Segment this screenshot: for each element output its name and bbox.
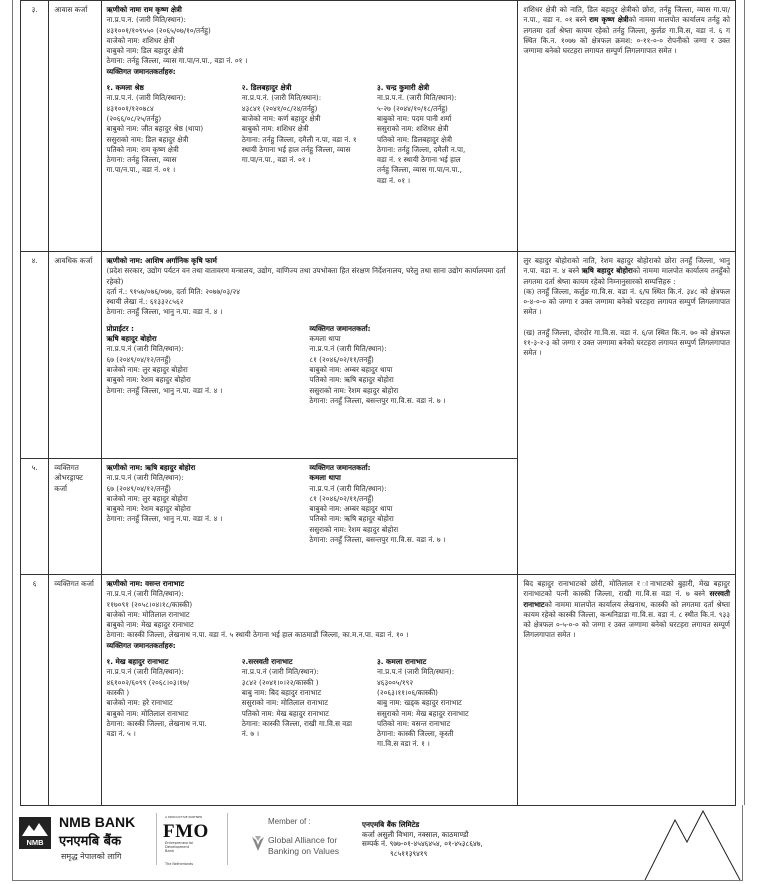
- guarantor-name: कमला थापा: [309, 473, 341, 483]
- divider: [156, 813, 157, 865]
- borrower-line: (प्रदेश सरकार, उद्योग पर्यटन वन तथा वातावरण मन्त्रालय, उद्योग, वाणिज्य तथा उपभोक्ता हित संरक्षण निर्देशनालय, घरेलु तथा साना उद्योग कार्यालयमा दर्ता रहेको): [106, 266, 506, 286]
- gabv-name: [268, 835, 339, 856]
- nmb-logo-icon: [19, 817, 51, 849]
- guarantor-name: २. डिलबहादुर क्षेत्री: [241, 83, 292, 93]
- proprietor-line: ६७ (२०४९/०४/१२/तनहुँ): [106, 354, 171, 364]
- guarantor-heading: व्यक्तिगत जमानतकर्ता:: [309, 323, 371, 333]
- proprietor-name: ऋषि बहादुर बोहोरा: [106, 334, 157, 344]
- contact-line: सम्पर्क नं. ९७७-०१-४५४६४५४, ०१-४५३८६४७,: [362, 839, 483, 848]
- guarantor-line: ससुराको नाम: शशिधर क्षेत्री: [377, 124, 449, 134]
- guarantor-line: ससुराको नाम: मोतिलाल रानाभाट: [241, 698, 329, 708]
- guarantor-line: ना.प्र.प.नं (जारी मिति/स्थान):: [309, 344, 387, 354]
- borrower-name: ऋणीको नामः राम कृष्ण क्षेत्री: [106, 5, 182, 14]
- borrower-line: ठेगाना: कास्की जिल्ला, लेखनाथ न.पा. वडा नं. ५ स्थायी ठेगाना भई हाल काठमाडौं जिल्ला, का.म.न.पा. वडा नं. १० ।: [106, 630, 409, 640]
- guarantor-line: ना.प्र.प.नं (जारी मिति/स्थान):: [106, 667, 184, 677]
- divider: [227, 813, 228, 865]
- loan-type: आवास कर्जा: [49, 1, 101, 252]
- proprietor-line: ना.प्र.प.नं (जारी मिति/स्थान):: [106, 344, 184, 354]
- guarantor-line: ससुराको नाम: डिल बहादुर क्षेत्री: [106, 134, 189, 144]
- guarantor-card: [107, 657, 242, 750]
- bank-name-np: एनएमबि बैंक: [59, 834, 122, 849]
- guarantor-line: ४६१००२/६०९९ (२०६८।०३।१७/: [106, 677, 190, 687]
- guarantor-card: [309, 324, 512, 406]
- description-text: शशिधर क्षेत्री को नाति, डिल बहादुर क्षेत्रीको छोरा, तर्नहु जिल्ला, व्यास गा.पा/न.पा., वडा न. ०१ बस्ने: [523, 5, 730, 25]
- guarantor-name: ३. चन्द्र कुमारी क्षेत्री: [377, 83, 430, 93]
- guarantor-line: ससुराको नाम: रेशम बहादुर बोहोरा: [309, 385, 399, 395]
- guarantor-line: नं. ७ ।: [241, 729, 260, 739]
- guarantor-line: वडा नं. १ स्थायी ठेगाना भई हाल: [377, 155, 461, 165]
- guarantor-line: बाबुको नाम: जीत बहादुर श्रेष्ठ (थापा): [106, 124, 204, 134]
- property-item: (क) तनहुँ जिल्ला, कर्लुङ गा.वि.स. वडा नं. ६/घ स्थित कि.नं. ३४८ को क्षेत्रफल ०-४-०-० को जग्गा र उक्त जग्गामा बनेको घरटहरा लगायत सम्पुर्ण लिगलगापात समेत ।: [523, 286, 730, 317]
- guarantor-line: ४६३००५/१९२: [377, 677, 414, 687]
- description-text: को नाममा मालपोत कार्यालय लेखनाथ, कास्की को लगतमा दर्ता श्रेष्ता कायम रहेको कास्की जिल्ला, कन्धनिडाडा गा.वि.स. वडा नं. ८ स्थीत कि.नं. ९३३ को क्षेत्रफल ०-५-०-० को जग्गा र उक्त जग्गामा बनेको घरटहरा लगायत सम्पूर्ण लिगलगापात समेत ।: [523, 599, 730, 640]
- guarantor-line: ठेगाना: तर्नहु जिल्ला, दमैली न.पा, वडा नं. १: [241, 134, 357, 144]
- nmb-logo-text: NMB: [26, 838, 44, 847]
- guarantor-line: ठेगाना: कास्की जिल्ला, कृस्ती: [377, 729, 454, 739]
- guarantor-line: ४३८४१ (२०४१/०८/२४/तर्नहु): [241, 103, 318, 113]
- borrower-line: बाजेको नाम: मोतिलाल रानाभाट: [106, 609, 190, 619]
- description-text: को नाममा मालपोत कार्यालय तनहुँको लगतमा दर्ता श्रेष्ता कायम रहेको निम्नानुसारको सम्पत्तिहरु :: [523, 266, 730, 286]
- description-text: को नाममा मालपोत कार्यालय तर्नहु को लगतमा दर्ता श्रेष्ता कायम रहेको तर्नहु जिल्ला, कुर्लङ गा.वि.स, वडा नं. ६ ग स्थित कि.न. १०७७ को क्षेत्रफल क्रमश: ०-११-०-० रोपनीको जग्गा र उक्त जग्गामा बनेको घरटहरा लगायत सम्पुर्ण लिगलगापात समेत ।: [523, 15, 730, 56]
- borrower-line: ठेगाना: तनहुँ जिल्ला, भानु न.पा. वडा नं. ४ ।: [106, 514, 223, 524]
- borrower-name: ऋणीको नाम: आशिष अर्गानिक कृषि फार्म: [106, 256, 217, 265]
- guarantor-line: ठेगाना: कास्की जिल्ला, राखी गा.वि.स वडा: [241, 718, 353, 728]
- description-text: लुर बहादुर बोहोराको नाति, रेशम बहादुर बोहोराको छोरा तनहुँ जिल्ला, भानु न.पा. वडा न. ४ बस्ने: [523, 256, 730, 276]
- proprietor-line: बाजेको नाम: लुर बहादुर बोहोरा: [106, 364, 188, 374]
- guarantor-line: बाजेको नाम: हरे रानाभाट: [106, 698, 173, 708]
- borrower-line: ना.प्र.प.नं (जारी मिति/स्थान):: [106, 589, 184, 599]
- guarantor-name: कमला थापा: [309, 334, 341, 344]
- guarantor-line: पतिको नाम: राम कृष्ण क्षेत्री: [106, 144, 179, 154]
- guarantor-line: वडा नं. ५ ।: [106, 729, 136, 739]
- gabv-logo-icon: [251, 835, 265, 857]
- footer: [12, 805, 743, 881]
- serial-number: ४.: [21, 252, 49, 459]
- guarantor-line: ना.प्र.प.नं. (जारी मिति/स्थान):: [106, 93, 186, 103]
- guarantor-line: बाबु नाम: खड्क बहादुर रानाभाट: [377, 698, 462, 708]
- guarantor-line: बाबु नाम: बिद बहादुर रानाभाट: [241, 687, 322, 697]
- guarantor-name: ३. कमला रानाभाट: [377, 657, 427, 667]
- guarantor-line: गा.पा/न.पा., वडा नं. ०१ ।: [106, 165, 176, 175]
- bank-name-en: NMB BANK: [59, 814, 136, 830]
- property-description: [518, 575, 736, 806]
- guarantor-line: ठेगाना: तनहुँ जिल्ला, बसन्तपुर गा.वि.स. वडा नं. ७ ।: [309, 395, 446, 405]
- guarantor-line: ना.प्र.प.नं (जारी मिति/स्थान):: [309, 483, 387, 493]
- guarantor-line: बाबुको नाम: शशिधर क्षेत्री: [241, 124, 309, 134]
- borrower-card: [107, 463, 310, 545]
- contact-line: ९८५११३९४१९: [390, 848, 428, 858]
- serial-number: ५.: [21, 459, 49, 575]
- proprietor-card: [107, 324, 310, 406]
- guarantor-line: ४३१००१/१२०७८४: [106, 103, 154, 113]
- loan-table: [20, 0, 736, 806]
- bank-address: [362, 820, 483, 858]
- guarantor-line: ८१ (२०४६/०२/११/तनहुँ): [309, 493, 374, 503]
- borrower-line: बाबुको नाम: मेख बहादुर रानाभाट: [106, 620, 194, 630]
- serial-number: ३.: [21, 1, 49, 252]
- guarantor-card: [377, 83, 512, 186]
- serial-number: ६: [21, 575, 49, 806]
- borrower-name: ऋणीको नाम: वसन्त रानाभाट: [106, 579, 184, 588]
- guarantor-line: पतिको नाम: वसन्त रानाभाट: [377, 718, 451, 728]
- borrower-line: ना.प्र.प.न. (जारी मिति/स्थान):: [106, 15, 186, 25]
- guarantor-card: [107, 83, 242, 186]
- guarantor-line: ५-२७ (२०४४/१०/१८/तर्नहु): [377, 103, 448, 113]
- guarantor-line: (२०६३।११।०६/कास्की): [377, 687, 438, 697]
- guarantor-line: पतिको नाम: ऋषि बहादुर बोहोरा: [309, 375, 394, 385]
- loan-type: व्यक्तिगत ओभरड्राफ्ट कर्जा: [49, 459, 101, 575]
- guarantor-card: [242, 657, 377, 750]
- borrower-line: स्थायी लेखा नं.: ६१३३२८५६२: [106, 297, 184, 307]
- borrower-details: [101, 575, 518, 806]
- guarantor-line: पतिको नाम: डिलबहादुर क्षेत्री: [377, 134, 452, 144]
- guarantor-heading: व्यक्तिगत जमानतकर्ताहरु:: [106, 640, 176, 650]
- guarantor-line: ठेगाना: तर्नहु जिल्ला, दमैली न.पा,: [377, 144, 466, 154]
- description-owner: सरस्वती रानाभाट: [523, 589, 730, 609]
- description-text: बिद बहादुर रानाभाटको छोरी, मोतिलाल र ानाभाटको बुहारी, मेख बहादुर रानाभाटको पत्नी कास्की जिल्ला, राखी गा.वि.स वडा नं. ७ बस्ने: [523, 579, 730, 599]
- guarantor-line: (२०६६/०८/२५/तर्नहु): [106, 113, 162, 123]
- guarantor-card: [242, 83, 377, 186]
- borrower-line: दर्ता नं.: ९१५७/०७६/०७७, दर्ता मिति: २०७७/०३/२४: [106, 286, 240, 296]
- fmo-country: The Netherlands: [165, 862, 194, 866]
- member-of-label: Member of :: [268, 817, 311, 826]
- guarantor-line: पतिको नाम: ऋषि बहादुर बोहोरा: [309, 514, 394, 524]
- guarantor-line: ना.प्र.प.नं (जारी मिति/स्थान):: [377, 667, 455, 677]
- address-line: कर्जा असुली विभाग, नक्साल, काठमाण्डौ: [362, 829, 469, 839]
- parties: [107, 324, 513, 406]
- guarantor-line: बाबुको नाम: पदम पानी शर्मा: [377, 113, 452, 123]
- borrower-line: ठेगाना: तर्नहु जिल्ला, व्यास गा.पा/न.पा., वडा नं. ०१ ।: [106, 56, 248, 66]
- guarantor-line: ना.प्र.प.नं. (जारी मिति/स्थान):: [377, 93, 457, 103]
- gabv-line: Global Alliance for: [268, 835, 338, 845]
- guarantor-list: [107, 657, 513, 750]
- guarantor-line: कास्की ): [106, 687, 130, 697]
- borrower-line: ११७०९१ (२०५८।०४।१८/कास्की): [106, 599, 193, 609]
- guarantor-line: ना.प्र.प.नं. (जारी मिति/स्थान):: [241, 93, 322, 103]
- guarantor-card: [377, 657, 512, 750]
- mountain-icon: [643, 808, 743, 884]
- fmo-logo: FMO: [163, 821, 209, 842]
- bank-tagline: समृद्ध नेपालको लागि: [61, 852, 122, 861]
- fmo-tagline: A PRODUCTIVE PARTNER: [165, 815, 203, 819]
- address-title: एनएमबि बैंक लिमिटेड: [362, 820, 420, 829]
- borrower-details: [101, 252, 518, 459]
- borrower-name: ऋणीको नाम: ऋषि बहादुर बोहोरा: [106, 463, 196, 472]
- proprietor-heading: प्रोप्राईटर :: [106, 323, 134, 333]
- guarantor-line: ससुराको नाम: मेख बहादुर रानाभाट: [377, 708, 469, 718]
- borrower-line: वाबुको नाम: डिल बहादुर क्षेत्री: [106, 46, 184, 56]
- guarantor-line: बाबुको नाम: मोतिलाल रानाभाट: [106, 708, 189, 718]
- fmo-subtitle: Entrepreneurial Development Bank: [165, 841, 193, 854]
- guarantor-line: ठेगाना: तनहुँ जिल्ला, बसन्तपुर गा.वि.स. वडा नं. ७ ।: [309, 535, 446, 545]
- property-description: [518, 1, 736, 252]
- table-row: [21, 575, 736, 806]
- guarantor-line: बाबुको नाम: अम्बर बहादुर थापा: [309, 504, 393, 514]
- borrower-line: ६७ (२०४९/०४/१२/तनहुँ): [106, 483, 171, 493]
- borrower-details: [101, 1, 518, 252]
- parties: [107, 463, 513, 545]
- borrower-line: बाजेको नाम: लुर बहादुर बोहोरा: [106, 493, 188, 503]
- guarantor-line: तर्नहु जिल्ला, व्यास गा.पा/न.पा.,: [377, 165, 462, 175]
- gabv-line: Banking on Values: [268, 845, 340, 856]
- guarantor-line: स्थायी ठेगाना भई हाल तर्नहु जिल्ला, व्यास: [241, 144, 351, 154]
- guarantor-line: ठेगाना: तर्नहु जिल्ला, व्यास: [106, 155, 177, 165]
- borrower-line: ना.प्र.प.नं (जारी मिति/स्थान):: [106, 473, 184, 483]
- guarantor-card: [309, 463, 512, 545]
- proprietor-line: ठेगाना: तनहुँ जिल्ला, भानु न.पा. वडा नं. ४ ।: [106, 385, 223, 395]
- table-row: [21, 252, 736, 459]
- table-row: [21, 1, 736, 252]
- borrower-line: बाबुको नाम: रेशम बहादुर बोहोरा: [106, 504, 191, 514]
- guarantor-line: गा.पा/न.पा., वडा नं. ०१ ।: [241, 155, 311, 165]
- proprietor-line: बाबुको नाम: रेशम बहादुर बोहोरा: [106, 375, 191, 385]
- loan-type: आवधिक कर्जा: [49, 252, 101, 459]
- borrower-line: ४३१००१/१०९५५० (२०६५/०७/१०/तर्नहु): [106, 25, 211, 35]
- guarantor-heading: व्यक्तिगत जमानतकर्ताहरु:: [106, 66, 176, 76]
- loan-type: व्यक्तिगत कर्जा: [49, 575, 101, 806]
- property-item: (ख) तनहुँ जिल्ला, दोरदोर गा.वि.स. वडा नं. ६/ज स्थित कि.न. ७० को क्षेत्रफल ११-३-२-३ को जग्गा र उक्त जग्गामा बनेको घरटहरा लगायत सम्पुर्ण लिगलगापात समेत ।: [523, 327, 730, 358]
- guarantor-line: पतिको नाम: मेख बहादुर रानाभाट: [241, 708, 329, 718]
- guarantor-line: ८१ (२०४६/०२/११/तनहुँ): [309, 354, 374, 364]
- guarantor-heading: व्यक्तिगत जमानतकर्ता:: [309, 463, 371, 472]
- guarantor-line: वडा नं. ०१ ।: [377, 175, 411, 185]
- guarantor-line: ना.प्र.प.नं (जारी मिति/स्थान):: [241, 667, 319, 677]
- property-description: [518, 252, 736, 575]
- guarantor-name: १. कमला श्रेष्ठ: [106, 83, 144, 93]
- description-owner: ऋषि बहादुर बोहोरा: [581, 266, 633, 276]
- description-owner: राम कृष्ण क्षेत्री: [589, 15, 629, 25]
- guarantor-name: २.सरस्वती रानाभाट: [241, 657, 293, 667]
- borrower-line: ठेगाना: तनहुँ जिल्ला, भानु न.पा. वडा नं. ४ ।: [106, 307, 223, 317]
- guarantor-line: बाबुको नाम: अम्बर बहादुर थापा: [309, 364, 393, 374]
- guarantor-name: १. मेख बहादुर रानाभाट: [106, 657, 169, 667]
- guarantor-line: ठेगाना: कास्की जिल्ला, लेखनाथ न.पा.: [106, 718, 207, 728]
- borrower-details: [101, 459, 518, 575]
- guarantor-line: बाजेको नाम: कर्ण बहादुर क्षेत्री: [241, 113, 321, 123]
- guarantor-line: ससुराको नाम: रेशम बहादुर बोहोरा: [309, 524, 399, 534]
- guarantor-line: ३८४२ (२०४१।०।२२/कास्की ): [241, 677, 319, 687]
- guarantor-line: गा.वि.स वडा नं. १ ।: [377, 739, 430, 749]
- borrower-line: वाजेको नाम: शशिधर क्षेत्री: [106, 35, 175, 45]
- guarantor-list: [107, 83, 513, 186]
